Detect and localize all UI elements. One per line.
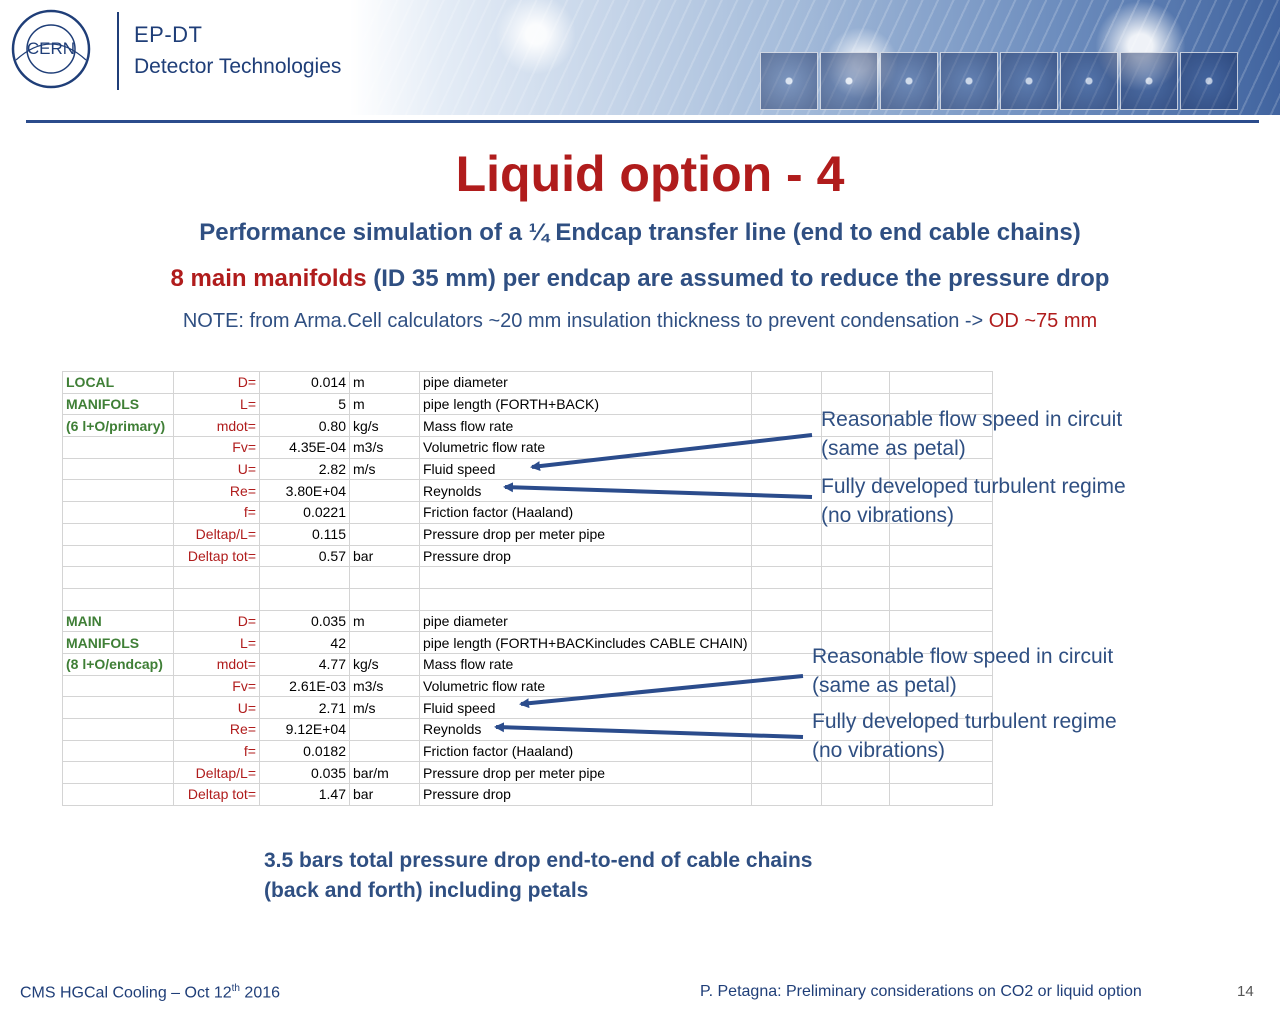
unit-cell: kg/s [350, 415, 420, 437]
value-cell: 0.035 [260, 610, 350, 632]
description-cell: pipe length (FORTH+BACKincludes CABLE CHAIN) [420, 632, 752, 654]
variable-cell: Deltap tot= [174, 784, 260, 806]
variable-cell: L= [174, 393, 260, 415]
arrow-flow-speed-main [521, 676, 803, 704]
cern-logo-text: CERN [26, 39, 76, 58]
manifolds-rest: (ID 35 mm) per endcap are assumed to reduce the pressure drop [366, 265, 1110, 292]
value-cell: 9.12E+04 [260, 719, 350, 741]
value-cell: 0.80 [260, 415, 350, 437]
arrow-turbulent-local [505, 487, 812, 497]
value-cell: 5 [260, 393, 350, 415]
value-cell: 0.57 [260, 545, 350, 567]
conclusion-text: 3.5 bars total pressure drop end-to-end of cable chains (back and forth) including petals [264, 849, 813, 902]
value-cell: 42 [260, 632, 350, 654]
variable-cell: U= [174, 458, 260, 480]
description-cell: Pressure drop per meter pipe [420, 523, 752, 545]
slide-subtitle: Performance simulation of a ¼ Endcap transfer line (end to end cable chains) [199, 219, 1081, 246]
row-label-cell: MANIFOLS [63, 393, 174, 415]
description-cell: Friction factor (Haaland) [420, 740, 752, 762]
value-cell: 1.47 [260, 784, 350, 806]
annotation-line: Fully developed turbulent regime [821, 475, 1126, 498]
value-cell: 4.35E-04 [260, 437, 350, 459]
row-label-cell: (8 l+O/endcap) [63, 653, 174, 675]
variable-cell: Deltap/L= [174, 523, 260, 545]
note-highlight: OD ~75 mm [988, 310, 1098, 332]
description-cell: Fluid speed [420, 697, 752, 719]
arrow-flow-speed-local [532, 435, 812, 467]
footer-author: P. Petagna: Preliminary considerations on CO2 or liquid option [700, 983, 1142, 1000]
variable-cell: Fv= [174, 437, 260, 459]
value-cell: 0.014 [260, 372, 350, 394]
value-cell: 2.71 [260, 697, 350, 719]
annotation-line: (same as petal) [821, 437, 966, 460]
variable-cell: Deltap tot= [174, 545, 260, 567]
value-cell: 4.77 [260, 653, 350, 675]
unit-cell: m3/s [350, 675, 420, 697]
unit-cell: kg/s [350, 653, 420, 675]
footer-event-suffix: 2016 [239, 984, 281, 1002]
unit-cell: m [350, 610, 420, 632]
description-cell: Mass flow rate [420, 653, 752, 675]
description-cell: Reynolds [420, 719, 752, 741]
group-subtitle: Detector Technologies [134, 55, 342, 78]
variable-cell: D= [174, 372, 260, 394]
variable-cell: Re= [174, 480, 260, 502]
annotation-turbulent-main [812, 707, 1117, 765]
footer-event-prefix: CMS HGCal Cooling – Oct 12 [20, 984, 232, 1002]
description-cell: Friction factor (Haaland) [420, 502, 752, 524]
slide-title: Liquid option - 4 [455, 146, 845, 202]
row-label-cell: MANIFOLS [63, 632, 174, 654]
unit-cell: m/s [350, 697, 420, 719]
variable-cell: U= [174, 697, 260, 719]
description-cell: Volumetric flow rate [420, 437, 752, 459]
variable-cell: L= [174, 632, 260, 654]
annotation-flow-speed-main [812, 642, 1113, 700]
value-cell: 0.0182 [260, 740, 350, 762]
page-number: 14 [1237, 983, 1254, 1000]
value-cell: 0.115 [260, 523, 350, 545]
unit-cell: bar [350, 784, 420, 806]
description-cell: Pressure drop per meter pipe [420, 762, 752, 784]
description-cell: pipe diameter [420, 372, 752, 394]
variable-cell: mdot= [174, 415, 260, 437]
description-cell: pipe diameter [420, 610, 752, 632]
variable-cell: Re= [174, 719, 260, 741]
annotation-line: (same as petal) [812, 674, 957, 697]
footer-event-sup: th [231, 983, 240, 994]
footer-event [20, 983, 280, 1002]
variable-cell: f= [174, 502, 260, 524]
annotation-flow-speed-local [821, 405, 1122, 463]
group-name: EP-DT [134, 22, 203, 47]
unit-cell: m [350, 372, 420, 394]
annotation-turbulent-local [821, 472, 1126, 530]
description-cell: Pressure drop [420, 545, 752, 567]
arrow-turbulent-main [496, 727, 803, 737]
variable-cell: Deltap/L= [174, 762, 260, 784]
variable-cell: f= [174, 740, 260, 762]
annotation-line: (no vibrations) [812, 739, 946, 762]
unit-cell: m/s [350, 458, 420, 480]
unit-cell: m [350, 393, 420, 415]
variable-cell: D= [174, 610, 260, 632]
row-label-cell: MAIN [63, 610, 174, 632]
annotation-line: Reasonable flow speed in circuit [812, 645, 1114, 668]
row-label-cell: (6 l+O/primary) [63, 415, 174, 437]
description-cell: Mass flow rate [420, 415, 752, 437]
value-cell: 3.80E+04 [260, 480, 350, 502]
description-cell: Volumetric flow rate [420, 675, 752, 697]
annotation-line: Reasonable flow speed in circuit [821, 408, 1123, 431]
note-text: NOTE: from Arma.Cell calculators ~20 mm insulation thickness to prevent condensation -> [182, 310, 989, 332]
unit-cell: bar [350, 545, 420, 567]
description-cell: Reynolds [420, 480, 752, 502]
annotation-line: Fully developed turbulent regime [812, 710, 1117, 733]
variable-cell: mdot= [174, 653, 260, 675]
unit-cell: bar/m [350, 762, 420, 784]
annotation-line: (no vibrations) [821, 504, 955, 527]
unit-cell: m3/s [350, 437, 420, 459]
value-cell: 0.035 [260, 762, 350, 784]
value-cell: 0.0221 [260, 502, 350, 524]
description-cell: Pressure drop [420, 784, 752, 806]
manifolds-highlight: 8 main manifolds [170, 265, 367, 292]
value-cell: 2.61E-03 [260, 675, 350, 697]
description-cell: Fluid speed [420, 458, 752, 480]
row-label-cell: LOCAL [63, 372, 174, 394]
variable-cell: Fv= [174, 675, 260, 697]
description-cell: pipe length (FORTH+BACK) [420, 393, 752, 415]
value-cell: 2.82 [260, 458, 350, 480]
